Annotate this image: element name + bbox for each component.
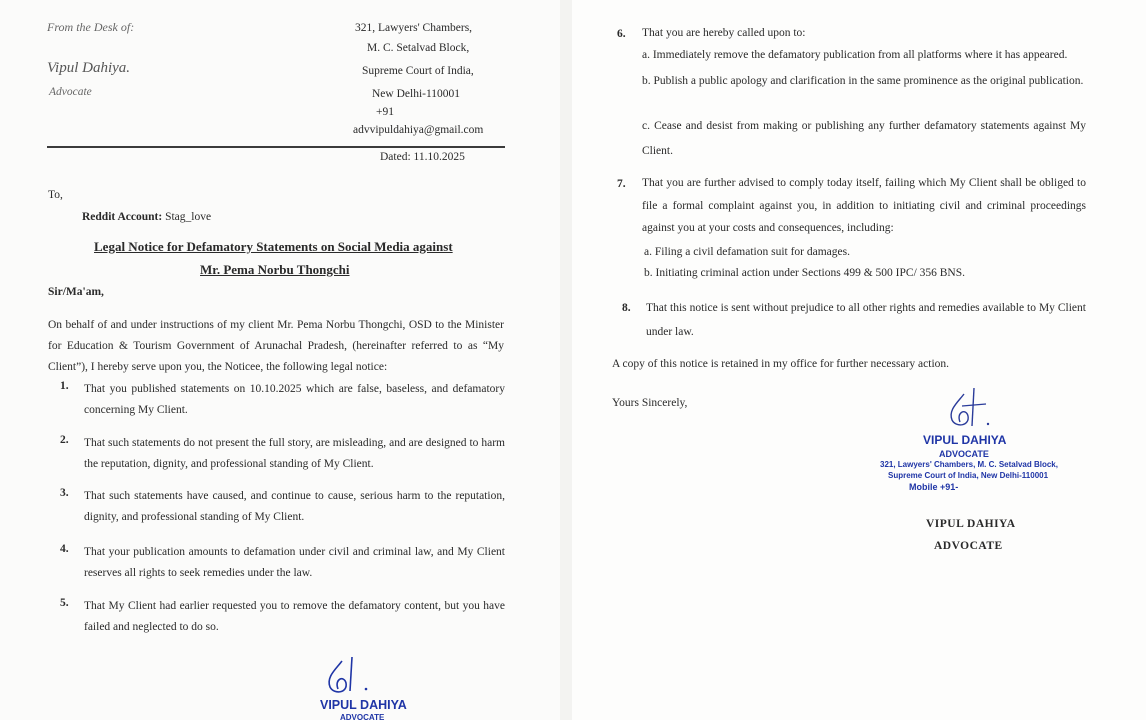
- typed-title: ADVOCATE: [934, 540, 1003, 552]
- letterhead-divider: [47, 146, 505, 148]
- salutation: Sir/Ma'am,: [48, 286, 104, 298]
- subject-line-1: Legal Notice for Defamatory Statements on Social Media against: [94, 239, 453, 254]
- typed-name: VIPUL DAHIYA: [926, 518, 1016, 530]
- recipient-line: [82, 211, 211, 223]
- intro-paragraph: On behalf of and under instructions of my client Mr. Pema Norbu Thongchi, OSD to the Minister for Education & Tourism Government of Arunachal Pradesh, (hereinafter referred to as “My Client”), I hereby serve upon you, the Noticee, the following legal notice:: [48, 319, 504, 373]
- point-number: 5.: [60, 597, 69, 609]
- sub-point-b: b. Publish a public apology and clarification in the same prominence as the original publication.: [642, 75, 1084, 87]
- letterhead-name: Vipul Dahiya.: [47, 60, 131, 76]
- subject-line-2: Mr. Pema Norbu Thongchi: [200, 262, 350, 277]
- closing: Yours Sincerely,: [612, 397, 688, 409]
- point-number: 2.: [60, 434, 69, 446]
- point-text: That your publication amounts to defamation under civil and criminal law, and My Client reserves all rights to seek remedies under the law.: [84, 546, 505, 579]
- point-number: 6.: [617, 28, 626, 40]
- point-number: 4.: [60, 543, 69, 555]
- point-text: That you are hereby called upon to:: [642, 27, 806, 39]
- point-text: That My Client had earlier requested you to remove the defamatory content, but you have failed and neglected to do so.: [84, 600, 505, 633]
- stamp-title-bottom: ADVOCATE: [340, 713, 385, 720]
- stamp-address-line-2: Supreme Court of India, New Delhi-110001: [888, 471, 1049, 480]
- stamp-name: VIPUL DAHIYA: [923, 433, 1007, 447]
- sub-point-c: c. Cease and desist from making or publishing any further defamatory statements against My Client.: [642, 120, 1086, 157]
- notice-page-2: [572, 0, 1146, 720]
- sub-point-a: a. Immediately remove the defamatory publication from all platforms where it has appeared.: [642, 49, 1068, 61]
- notice-date: Dated: 11.10.2025: [380, 151, 465, 163]
- recipient-value: Stag_love: [165, 211, 212, 223]
- address-line-4: New Delhi-110001: [372, 88, 461, 100]
- point-text: That this notice is sent without prejudice to all other rights and remedies available to My Client under law.: [646, 302, 1086, 338]
- point-text: That such statements do not present the full story, are misleading, and are designed to harm the reputation, dignity, and professional standing of My Client.: [84, 437, 505, 470]
- phone-prefix: +91: [376, 106, 394, 118]
- stamp-mobile: Mobile +91-: [909, 482, 959, 492]
- point-text: That such statements have caused, and continue to cause, serious harm to the reputation, dignity, and professional standing of My Client.: [84, 490, 505, 523]
- signature-bottom: [322, 655, 382, 699]
- address-line-2: M. C. Setalvad Block,: [367, 42, 470, 54]
- point-number: 8.: [622, 302, 631, 314]
- copy-note: A copy of this notice is retained in my office for further necessary action.: [612, 358, 950, 370]
- sub-point-b: b. Initiating criminal action under Sections 499 & 500 IPC/ 356 BNS.: [644, 267, 966, 279]
- sub-point-a: a. Filing a civil defamation suit for damages.: [644, 246, 850, 258]
- signature-right: [942, 386, 1006, 432]
- address-line-3: Supreme Court of India,: [362, 65, 474, 77]
- point-number: 3.: [60, 487, 69, 499]
- stamp-title: ADVOCATE: [939, 449, 989, 459]
- letterhead-title: Advocate: [49, 86, 92, 98]
- to-line: To,: [48, 189, 63, 201]
- notice-page-1: [0, 0, 560, 720]
- recipient-label: Reddit Account:: [82, 211, 163, 223]
- point-text: That you are further advised to comply today itself, failing which My Client shall be obliged to file a formal complaint against you, in addition to initiating civil and criminal proceedings against you at your costs and consequences, including:: [642, 177, 1086, 234]
- point-number: 1.: [60, 380, 69, 392]
- stamp-address-line-1: 321, Lawyers' Chambers, M. C. Setalvad Block,: [880, 460, 1058, 469]
- point-text: That you published statements on 10.10.2025 which are false, baseless, and defamatory concerning My Client.: [84, 383, 505, 416]
- email-address: advvipuldahiya@gmail.com: [353, 124, 484, 136]
- from-desk-label: From the Desk of:: [47, 20, 135, 34]
- point-number: 7.: [617, 178, 626, 190]
- address-line-1: 321, Lawyers' Chambers,: [355, 22, 473, 34]
- stamp-name-bottom: VIPUL DAHIYA: [320, 698, 407, 712]
